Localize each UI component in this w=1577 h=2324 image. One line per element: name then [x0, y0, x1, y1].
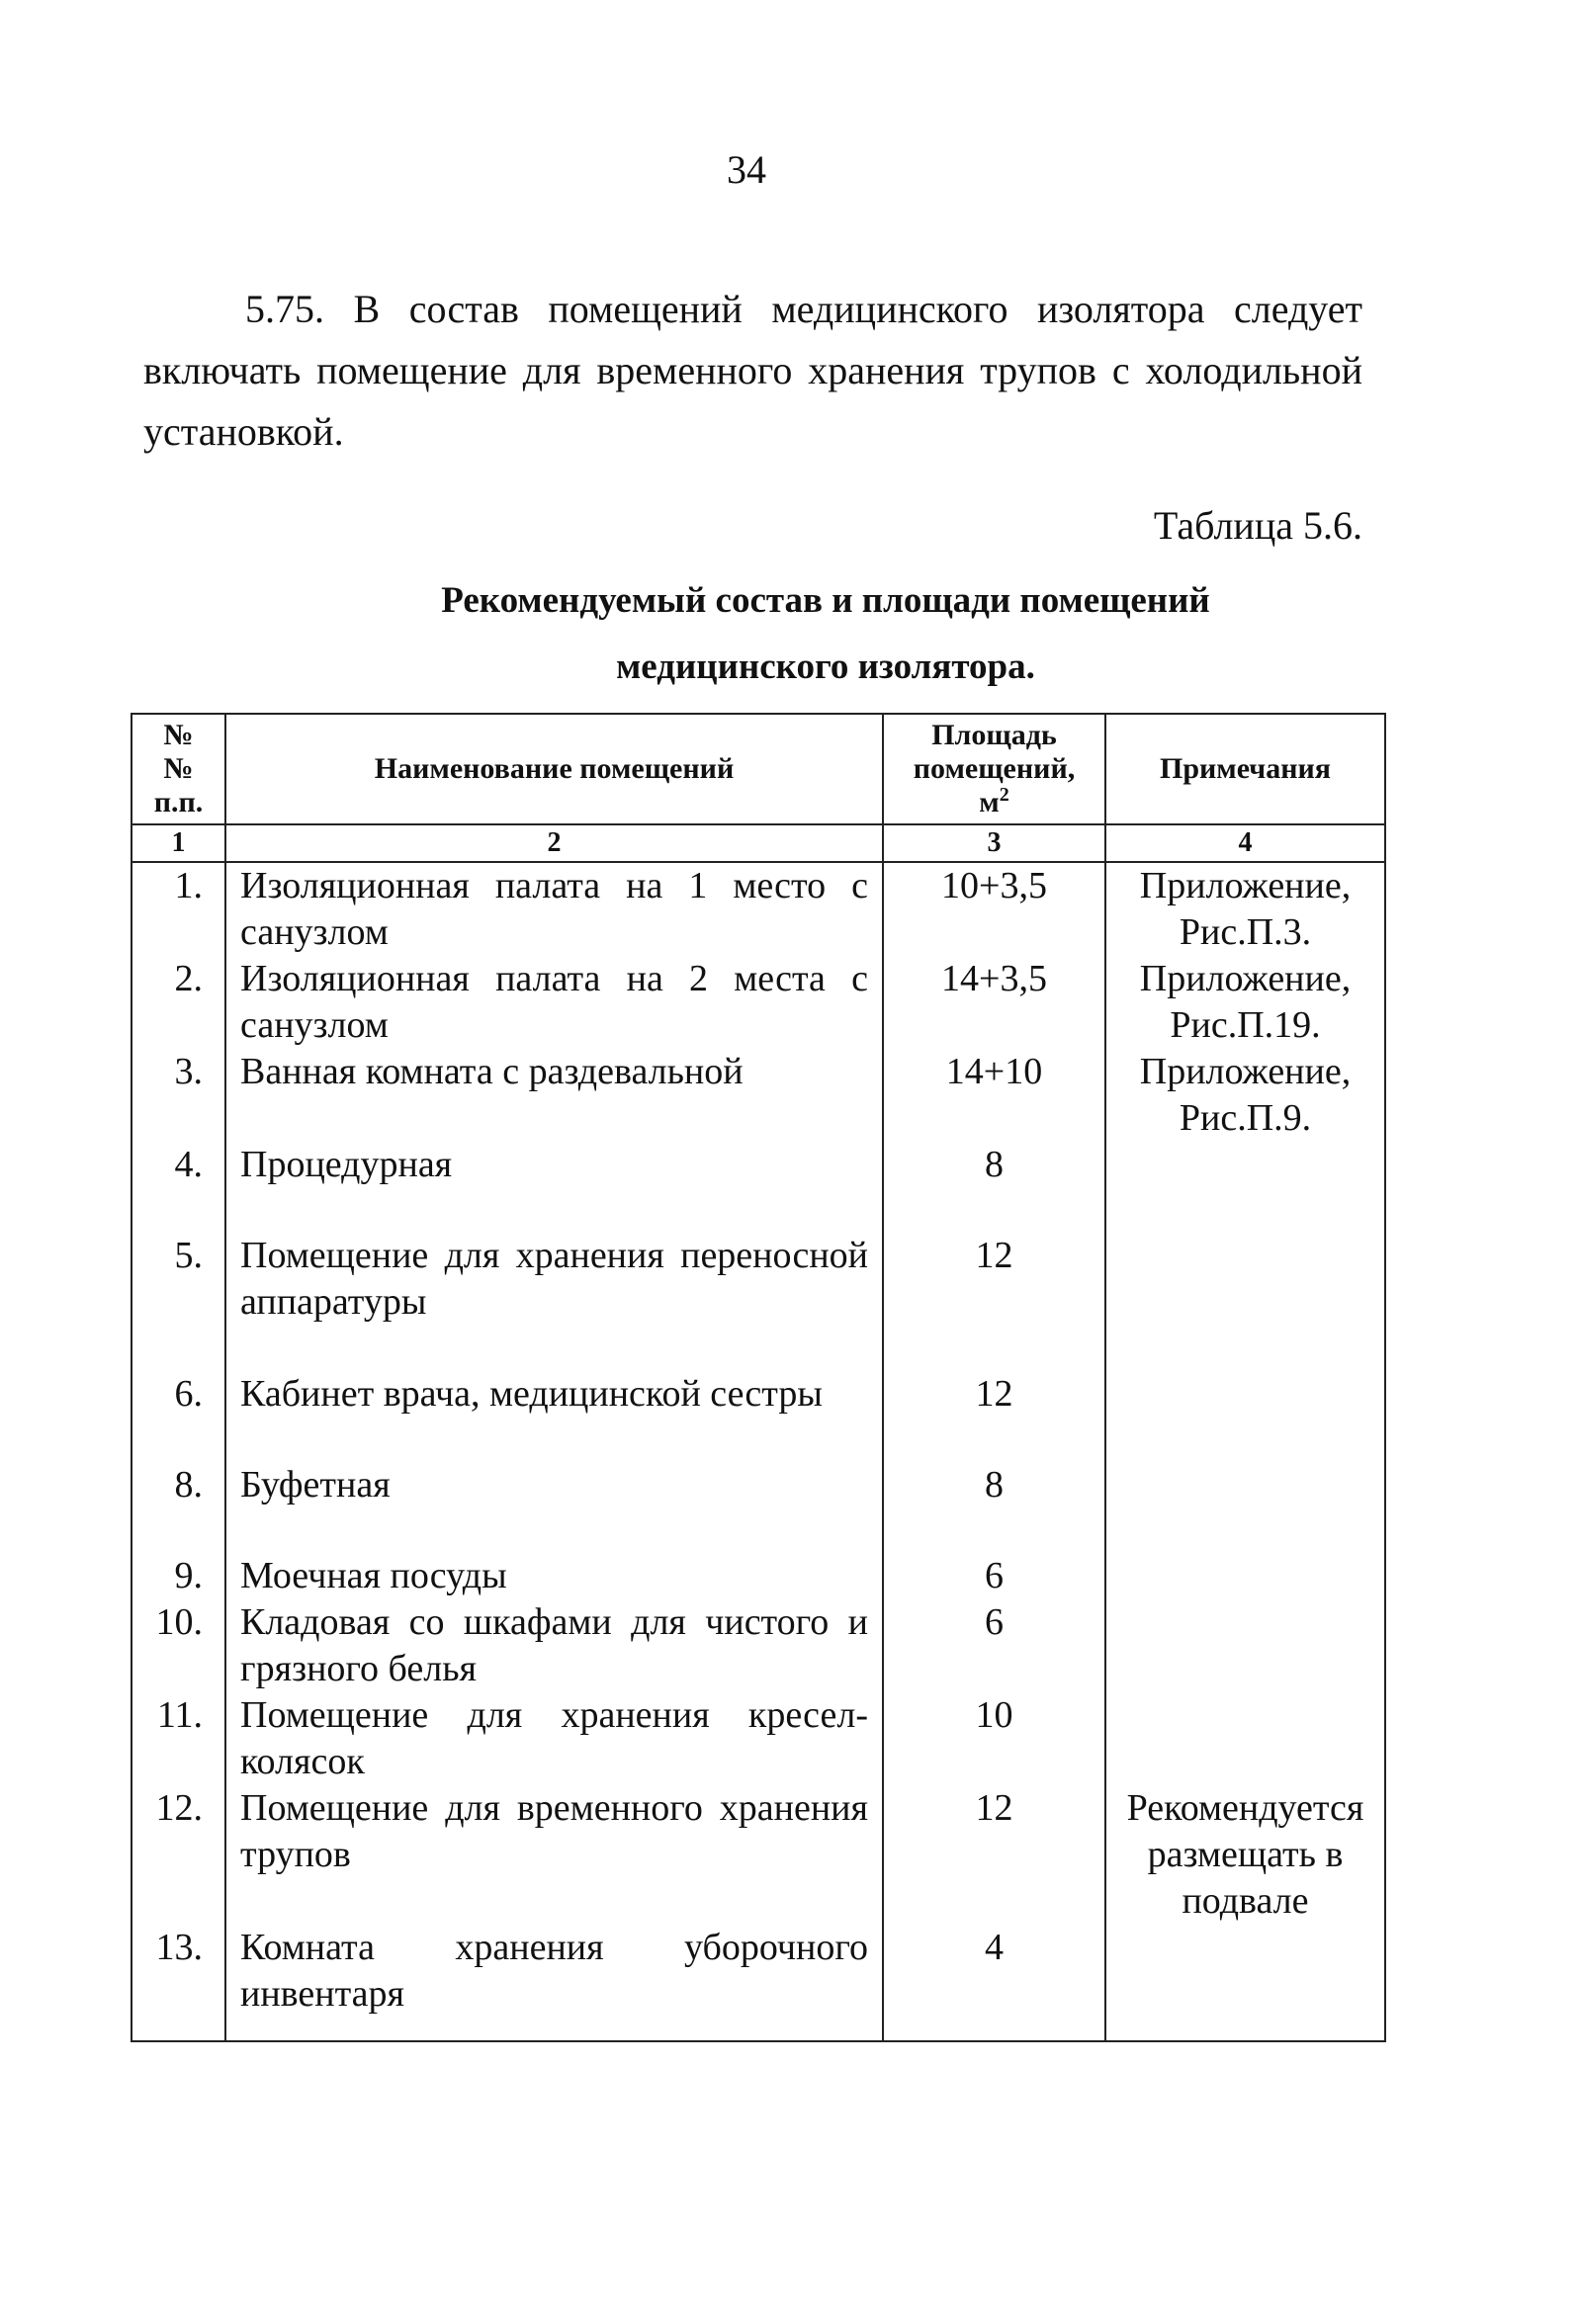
paragraph-5-75: 5.75. В состав помещений медицинского изолятора следует включать помещение для временного хранения трупов с холодильной установкой. — [143, 287, 1362, 454]
table-row — [131, 1599, 1385, 1692]
room-name: Помещение для временного хранения трупов — [225, 1785, 883, 1925]
room-note: Приложение, Рис.П.3. — [1105, 862, 1385, 956]
room-note — [1105, 1599, 1385, 1692]
room-area: 10 — [883, 1692, 1105, 1785]
header-area-line1: Площадь — [931, 719, 1057, 751]
room-name: Буфетная — [225, 1462, 883, 1553]
room-name: Ванная комната с раздевальной — [225, 1049, 883, 1142]
table-header-row — [131, 714, 1385, 824]
header-num-line1: № — [163, 719, 194, 751]
room-area: 8 — [883, 1462, 1105, 1553]
row-number: 8. — [131, 1462, 225, 1553]
table-row — [131, 1142, 1385, 1233]
table-row — [131, 1462, 1385, 1553]
room-note — [1105, 1692, 1385, 1785]
header-num — [131, 714, 225, 824]
row-number: 11. — [131, 1692, 225, 1785]
row-number: 10. — [131, 1599, 225, 1692]
table-row — [131, 1692, 1385, 1785]
room-area: 6 — [883, 1553, 1105, 1599]
row-number: 12. — [131, 1785, 225, 1925]
room-area: 12 — [883, 1233, 1105, 1371]
room-note: Приложение, Рис.П.19. — [1105, 956, 1385, 1049]
room-area: 8 — [883, 1142, 1105, 1233]
column-number: 2 — [225, 824, 883, 862]
area-unit-sup: 2 — [999, 784, 1009, 806]
room-name: Помещение для хранения переносной аппаратуры — [225, 1233, 883, 1371]
table-label: Таблица 5.6. — [1153, 503, 1362, 548]
table-title — [143, 567, 1508, 700]
room-note — [1105, 1925, 1385, 2041]
page-number: 34 — [727, 147, 766, 192]
room-area: 12 — [883, 1371, 1105, 1462]
room-name: Моечная посуды — [225, 1553, 883, 1599]
header-area-unit — [890, 786, 1098, 819]
column-number: 4 — [1105, 824, 1385, 862]
row-number: 9. — [131, 1553, 225, 1599]
room-note — [1105, 1553, 1385, 1599]
row-number: 3. — [131, 1049, 225, 1142]
room-name: Помещение для хранения кресел-колясок — [225, 1692, 883, 1785]
row-number: 4. — [131, 1142, 225, 1233]
room-note — [1105, 1371, 1385, 1462]
header-area-line2: помещений, — [913, 752, 1076, 785]
room-name: Кладовая со шкафами для чистого и грязного белья — [225, 1599, 883, 1692]
room-note: Рекомендуется размещать в подвале — [1105, 1785, 1385, 1925]
header-name: Наименование помещений — [225, 714, 883, 824]
table-title-line1: Рекомендуемый состав и площади помещений — [441, 580, 1210, 621]
table-row — [131, 1925, 1385, 2041]
room-note: Приложение, Рис.П.9. — [1105, 1049, 1385, 1142]
table-row — [131, 956, 1385, 1049]
room-note — [1105, 1233, 1385, 1371]
row-number: 1. — [131, 862, 225, 956]
room-area: 6 — [883, 1599, 1105, 1692]
table-row — [131, 1553, 1385, 1599]
row-number: 5. — [131, 1233, 225, 1371]
table-row — [131, 1049, 1385, 1142]
header-num-line2: № — [163, 752, 194, 785]
room-area: 12 — [883, 1785, 1105, 1925]
room-area: 4 — [883, 1925, 1105, 2041]
header-num-line3: п.п. — [153, 786, 204, 818]
room-name: Изоляционная палата на 2 места с санузлом — [225, 956, 883, 1049]
area-unit: м — [979, 786, 1000, 818]
room-name: Изоляционная палата на 1 место с санузлом — [225, 862, 883, 956]
room-note — [1105, 1142, 1385, 1233]
room-name: Процедурная — [225, 1142, 883, 1233]
room-note — [1105, 1462, 1385, 1553]
table-row — [131, 1233, 1385, 1371]
column-number: 1 — [131, 824, 225, 862]
row-number: 6. — [131, 1371, 225, 1462]
table-title-line2: медицинского изолятора. — [616, 646, 1035, 687]
header-notes: Примечания — [1105, 714, 1385, 824]
table-row — [131, 1371, 1385, 1462]
room-name: Комната хранения уборочного инвентаря — [225, 1925, 883, 2041]
row-number: 13. — [131, 1925, 225, 2041]
room-name: Кабинет врача, медицинской сестры — [225, 1371, 883, 1462]
table-row — [131, 862, 1385, 956]
room-area: 14+3,5 — [883, 956, 1105, 1049]
column-number: 3 — [883, 824, 1105, 862]
column-numbers-row — [131, 824, 1385, 862]
room-area: 14+10 — [883, 1049, 1105, 1142]
header-area — [883, 714, 1105, 824]
rooms-table — [131, 713, 1386, 2042]
room-area: 10+3,5 — [883, 862, 1105, 956]
table-row — [131, 1785, 1385, 1925]
row-number: 2. — [131, 956, 225, 1049]
